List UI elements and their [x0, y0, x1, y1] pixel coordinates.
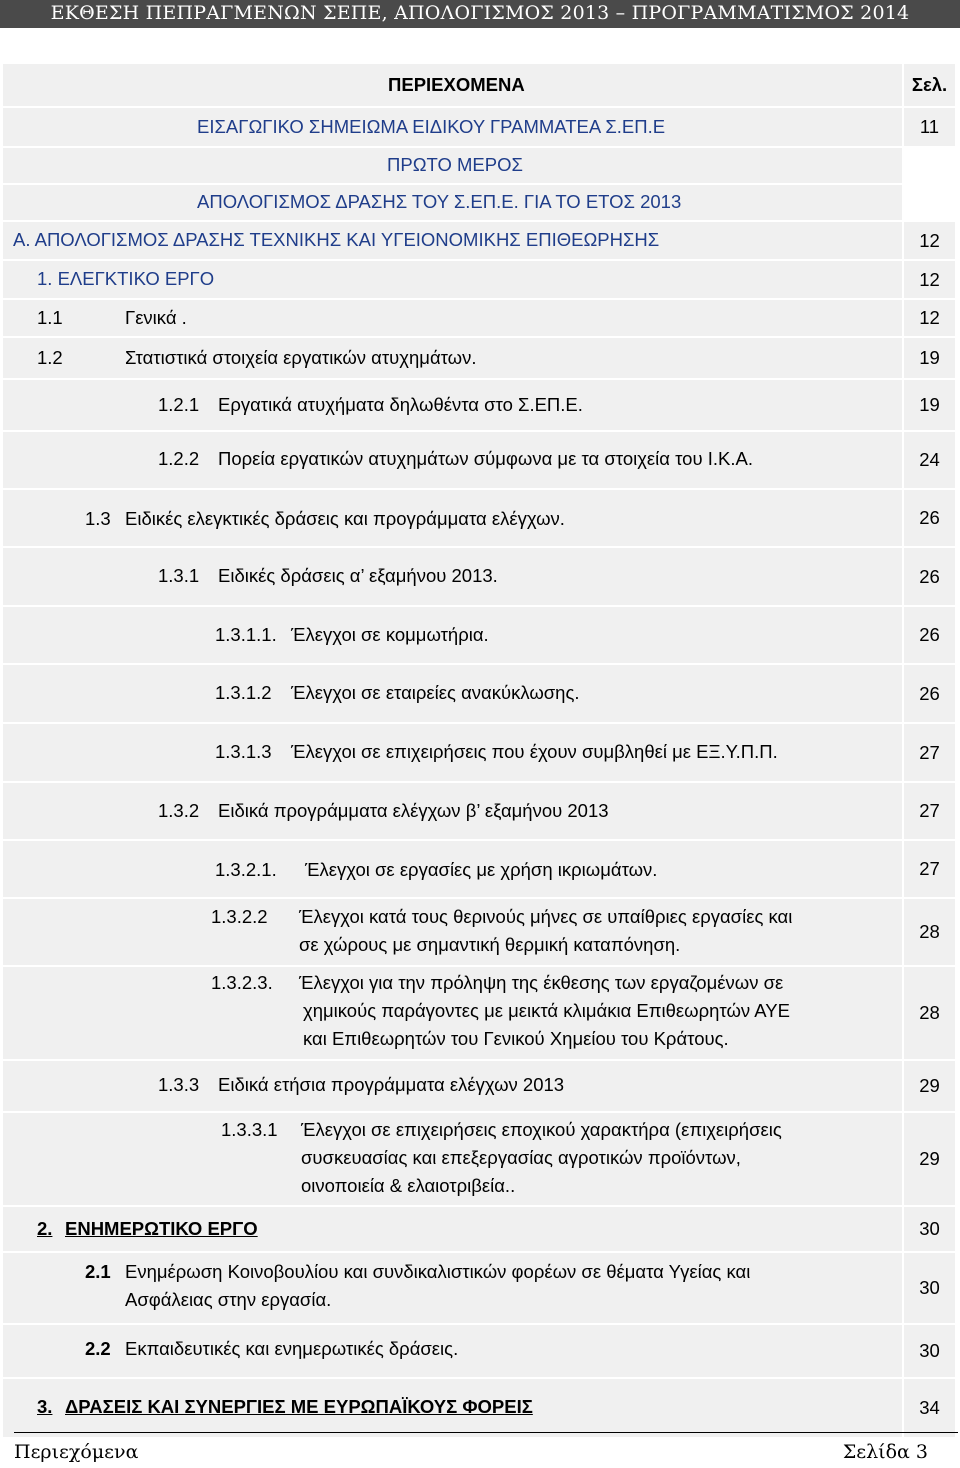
toc-entry-title: Ειδικές ελεγκτικές δράσεις και προγράμματα ελέγχων.: [125, 508, 565, 529]
toc-row[interactable]: [3, 967, 957, 1061]
toc-entry-number: 1.2: [37, 347, 63, 368]
toc-heading-row: [3, 64, 957, 108]
toc-entry-title: Έλεγχοι σε επιχειρήσεις που έχουν συμβληθεί με ΕΞ.Υ.Π.Π.: [291, 741, 778, 762]
toc-part-subtitle: ΑΠΟΛΟΓΙΣΜΟΣ ΔΡΑΣΗΣ ΤΟΥ Σ.ΕΠ.Ε. ΓΙΑ ΤΟ ΕΤΟΣ 2013: [197, 191, 682, 212]
toc-entry-title-line: Έλεγχοι για την πρόληψη της έκθεσης των εργαζομένων σε: [299, 972, 784, 993]
toc-entry-page: 26: [904, 607, 955, 663]
toc-entry-title: Ειδικά ετήσια προγράμματα ελέγχων 2013: [218, 1074, 565, 1095]
toc-row: [3, 148, 957, 185]
toc-entry-title: Έλεγχοι σε εταιρείες ανακύκλωσης.: [291, 682, 580, 703]
toc-entry-page: 29: [904, 1061, 955, 1111]
toc-entry-title: Στατιστικά στοιχεία εργατικών ατυχημάτων.: [125, 347, 477, 368]
toc-row[interactable]: [3, 432, 957, 490]
toc-entry-page: 34: [904, 1379, 955, 1437]
toc-row[interactable]: [3, 1113, 957, 1207]
toc-entry-page: 26: [904, 548, 955, 605]
toc-row[interactable]: [3, 607, 957, 665]
toc-entry-number: 1.3.1.1.: [215, 624, 277, 645]
toc-entry-number: 1.3.3.1: [221, 1119, 278, 1140]
toc-entry-number: 1.3.2: [158, 800, 200, 821]
toc-entry-number: 2.2: [85, 1338, 111, 1359]
toc-entry-number: 1.3: [85, 508, 111, 529]
toc-entry-page: 27: [904, 724, 955, 781]
toc-entry-title-line: Έλεγχοι κατά τους θερινούς μήνες σε υπαίθριες εργασίες και: [299, 906, 793, 927]
toc-entry-title-line: Ασφάλειας στην εργασία.: [125, 1289, 332, 1310]
toc-row[interactable]: [3, 380, 957, 432]
toc-row[interactable]: [3, 783, 957, 841]
toc-entry-title-line: και Επιθεωρητών του Γενικού Χημείου του Κράτους.: [303, 1028, 729, 1049]
toc-entry-number: 1.3.2.2: [211, 906, 268, 927]
toc-entry-title: Ειδικά προγράμματα ελέγχων β’ εξαμήνου 2013: [218, 800, 609, 821]
toc-entry-page: 27: [904, 841, 955, 897]
toc-entry-number: 1.2.1: [158, 394, 200, 415]
toc-entry-title-line: συσκευασίας και επεξεργασίας αγροτικών προϊόντων,: [301, 1147, 741, 1168]
toc-entry-number: 1.3.1.3: [215, 741, 272, 762]
toc-entry-page: 19: [904, 338, 955, 378]
toc-row[interactable]: [3, 1379, 957, 1439]
footer-section-label: Περιεχόμενα: [14, 1441, 139, 1463]
toc-entry-page: 27: [904, 783, 955, 839]
page-footer: [14, 1441, 928, 1463]
toc-entry-title-line: Ενημέρωση Κοινοβουλίου και συνδικαλιστικών φορέων σε θέματα Υγείας και: [125, 1261, 751, 1282]
table-of-contents: [3, 64, 957, 1439]
toc-entry-page: 30: [904, 1325, 955, 1377]
toc-entry-page: 30: [904, 1207, 955, 1251]
footer-divider: [14, 1432, 958, 1433]
toc-row[interactable]: [3, 490, 957, 548]
toc-entry-title-line: σε χώρους με σημαντική θερμική καταπόνηση.: [299, 934, 681, 955]
toc-row[interactable]: [3, 108, 957, 148]
toc-entry-title: Α. ΑΠΟΛΟΓΙΣΜΟΣ ΔΡΑΣΗΣ ΤΕΧΝΙΚΗΣ ΚΑΙ ΥΓΕΙΟΝΟΜΙΚΗΣ ΕΠΙΘΕΩΡΗΣΗΣ: [13, 229, 660, 250]
toc-entry-page: 29: [904, 1113, 955, 1205]
toc-entry-number: 2.: [37, 1218, 53, 1239]
toc-row[interactable]: [3, 300, 957, 338]
toc-entry-title: Πορεία εργατικών ατυχημάτων σύμφωνα με τα στοιχεία του Ι.Κ.Α.: [218, 448, 753, 469]
toc-part-title: ΠΡΩΤΟ ΜΕΡΟΣ: [387, 154, 523, 175]
toc-entry-page: 26: [904, 490, 955, 546]
toc-entry-title: ΕΝΗΜΕΡΩΤΙΚΟ ΕΡΓΟ: [65, 1218, 258, 1239]
toc-entry-title: ΔΡΑΣΕΙΣ ΚΑΙ ΣΥΝΕΡΓΙΕΣ ΜΕ ΕΥΡΩΠΑΪΚΟΥΣ ΦΟΡΕΙΣ: [65, 1396, 533, 1417]
toc-entry-title: ΕΙΣΑΓΩΓΙΚΟ ΣΗΜΕΙΩΜΑ ΕΙΔΙΚΟΥ ΓΡΑΜΜΑΤΕΑ Σ.ΕΠ.Ε: [197, 116, 666, 137]
toc-row[interactable]: [3, 841, 957, 899]
toc-entry-title-line: χημικούς παράγοντες με μεικτά κλιμάκια Επιθεωρητών ΑΥΕ: [303, 1000, 790, 1021]
toc-entry-page: 28: [904, 899, 955, 965]
toc-entry-number: 1.2.2: [158, 448, 200, 469]
toc-entry-title: Ειδικές δράσεις α’ εξαμήνου 2013.: [218, 565, 498, 586]
toc-entry-number: 3.: [37, 1396, 53, 1417]
toc-row[interactable]: [3, 338, 957, 380]
toc-entry-title: Εκπαιδευτικές και ενημερωτικές δράσεις.: [125, 1338, 459, 1359]
toc-entry-title: Γενικά .: [125, 307, 187, 328]
toc-entry-page: 30: [904, 1253, 955, 1323]
toc-entry-page: 26: [904, 665, 955, 722]
toc-entry-number: 1.3.2.1.: [215, 859, 277, 880]
toc-row[interactable]: [3, 1061, 957, 1113]
toc-row[interactable]: [3, 261, 957, 300]
toc-entry-title-line: οινοποιεία & ελαιοτριβεία..: [301, 1175, 516, 1196]
toc-entry-page: 12: [904, 222, 955, 259]
toc-entry-title: Έλεγχοι σε εργασίες με χρήση ικριωμάτων.: [305, 859, 658, 880]
toc-entry-title: Έλεγχοι σε κομμωτήρια.: [291, 624, 489, 645]
toc-entry-page: 24: [904, 432, 955, 488]
toc-entry-number: 1.3.1.2: [215, 682, 272, 703]
toc-row[interactable]: [3, 724, 957, 783]
toc-row[interactable]: [3, 899, 957, 967]
toc-row: [3, 185, 957, 222]
toc-row[interactable]: [3, 665, 957, 724]
toc-row[interactable]: [3, 1253, 957, 1325]
toc-row[interactable]: [3, 1325, 957, 1379]
footer-page-number: Σελίδα 3: [842, 1441, 928, 1463]
toc-entry-page: 19: [904, 380, 955, 430]
toc-entry-number: 1.1: [37, 307, 63, 328]
toc-entry-number: 1.3.2.3.: [211, 972, 273, 993]
toc-row[interactable]: [3, 548, 957, 607]
toc-heading: ΠΕΡΙΕΧΟΜΕΝΑ: [388, 74, 525, 95]
toc-row[interactable]: [3, 1207, 957, 1253]
page-column-heading: Σελ.: [904, 64, 955, 106]
toc-row[interactable]: [3, 222, 957, 261]
header-title: ΕΚΘΕΣΗ ΠΕΠΡΑΓΜΕΝΩΝ ΣΕΠΕ, ΑΠΟΛΟΓΙΣΜΟΣ 2013 – ΠΡΟΓΡΑΜΜΑΤΙΣΜΟΣ 2014: [50, 2, 910, 24]
toc-entry-number: 1.3.3: [158, 1074, 200, 1095]
toc-entry-page: 12: [904, 261, 955, 298]
toc-entry-title: Εργατικά ατυχήματα δηλωθέντα στο Σ.ΕΠ.Ε.: [218, 394, 583, 415]
toc-entry-page: 28: [904, 967, 955, 1059]
toc-entry-number: 1.3.1: [158, 565, 200, 586]
toc-entry-number: 2.1: [85, 1261, 111, 1282]
toc-entry-page: 11: [904, 108, 955, 146]
toc-entry-title: 1. ΕΛΕΓΚΤΙΚΟ ΕΡΓΟ: [37, 268, 215, 289]
toc-entry-title-line: Έλεγχοι σε επιχειρήσεις εποχικού χαρακτήρα (επιχειρήσεις: [301, 1119, 782, 1140]
page-header: [0, 0, 960, 28]
toc-entry-page: 12: [904, 300, 955, 336]
